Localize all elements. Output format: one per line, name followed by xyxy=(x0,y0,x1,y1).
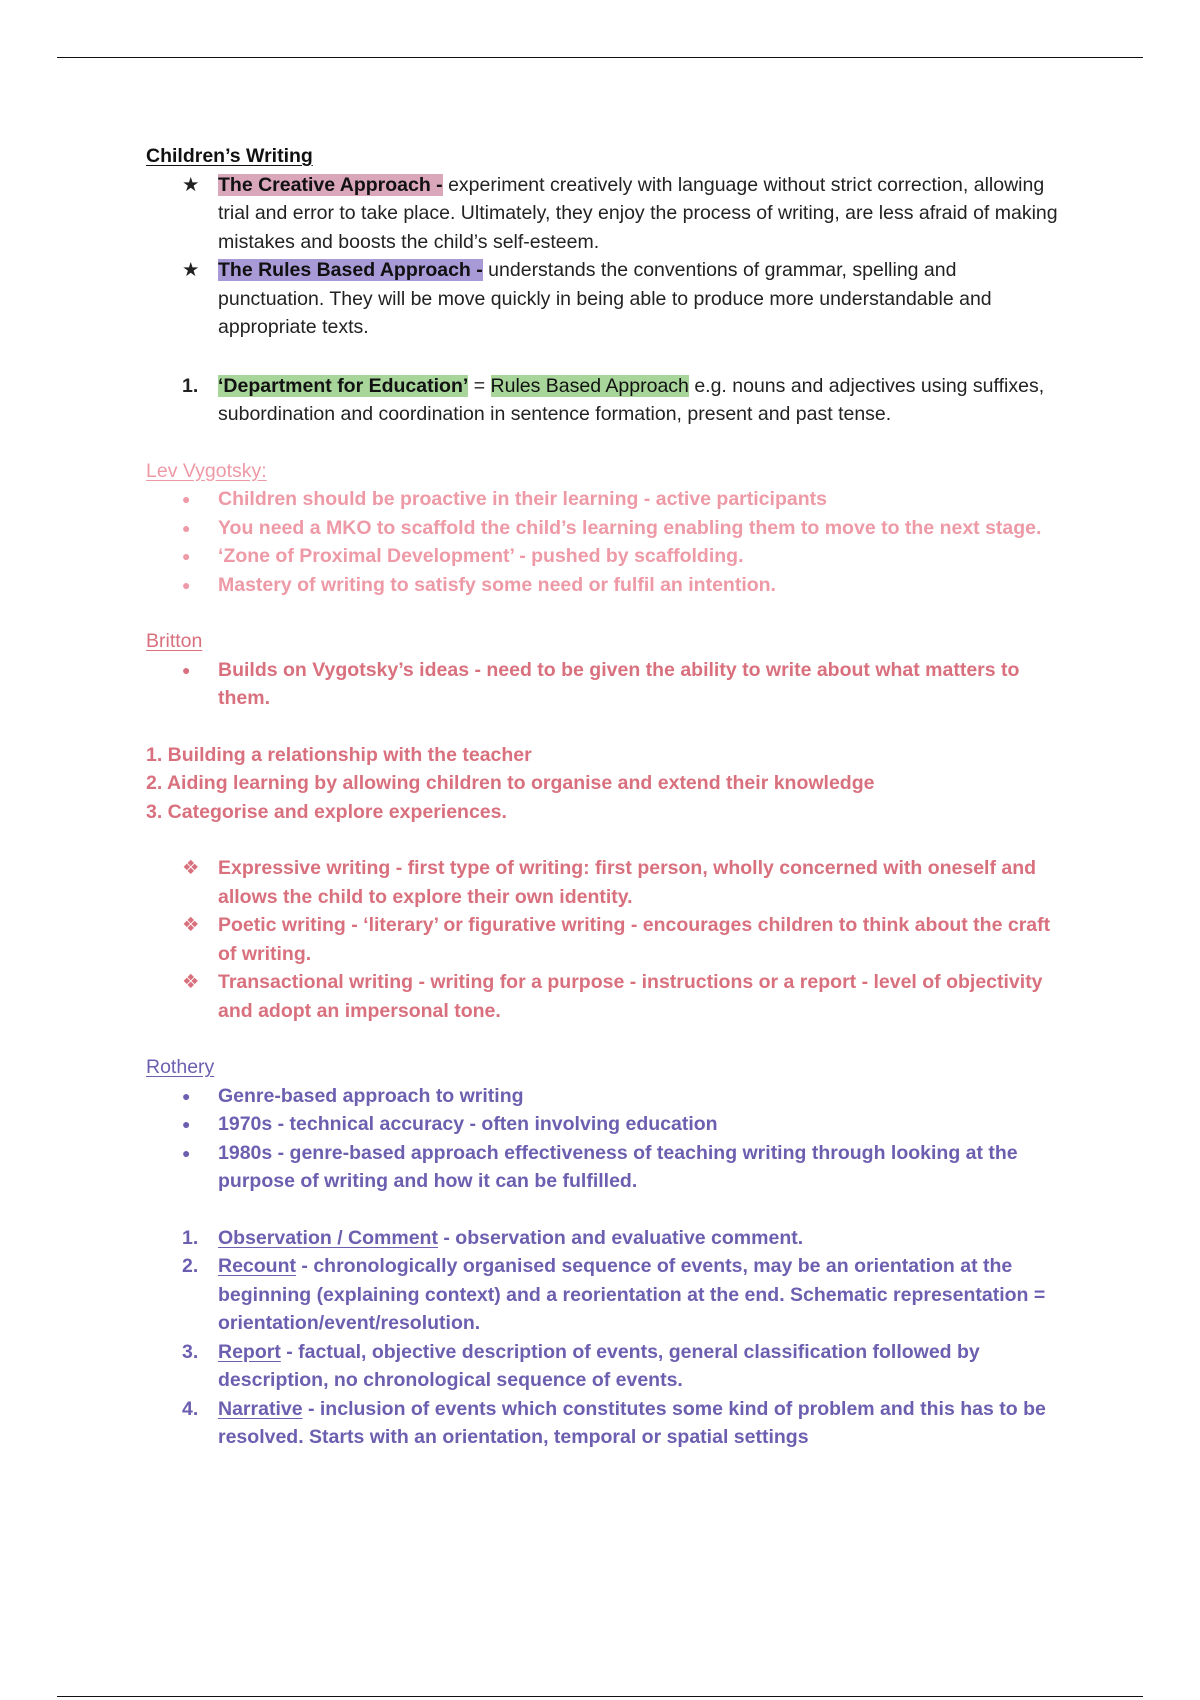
list-item: 1. Building a relationship with the teacher xyxy=(146,743,532,766)
top-rule xyxy=(57,57,1143,58)
bullet-icon: ● xyxy=(182,1116,191,1132)
diamond-bullet-icon: ❖ xyxy=(182,914,200,936)
section-heading-vygotsky: Lev Vygotsky: xyxy=(146,459,267,482)
list-item xyxy=(146,256,1066,342)
list-item: 4. Narrative - inclusion of events which constitutes some kind of problem and this has to be resolved. Starts with an orientation, temporal or spatial settings xyxy=(146,1395,1066,1452)
list-item: ● Children should be proactive in their learning - active participants xyxy=(146,485,1066,514)
vygotsky-list xyxy=(146,485,1066,599)
list-item: 3. Categorise and explore experiences. xyxy=(146,800,507,823)
diamond-bullet-icon: ❖ xyxy=(182,857,200,879)
britton-types-list xyxy=(146,854,1066,1025)
bullet-icon: ● xyxy=(182,576,191,593)
list-item xyxy=(146,171,1066,257)
bullet-icon: ● xyxy=(182,661,191,678)
dfe-text: e.g. nouns and adjectives using suffixes, subordination and coordination in sentence formation, present and past tense. xyxy=(218,374,1045,425)
bullet-icon: ● xyxy=(182,491,191,507)
section-heading-rothery: Rothery xyxy=(146,1056,215,1078)
bullet-icon: ● xyxy=(182,1144,191,1161)
document-page xyxy=(146,142,1066,1452)
list-item: ❖ Transactional writing - writing for a purpose - instructions or a report - level of objectivity and adopt an impersonal tone. xyxy=(146,968,1066,1025)
list-item: ❖ Poetic writing - ‘literary’ or figurative writing - encourages children to think about the craft of writing. xyxy=(146,911,1066,968)
britton-functions-list xyxy=(146,741,1066,827)
list-number: 1. xyxy=(182,374,199,397)
rules-approach-term: The Rules Based Approach - xyxy=(218,259,483,281)
list-number: 3. xyxy=(182,1340,199,1363)
page-title: Children’s Writing xyxy=(146,145,313,167)
bullet-icon: ● xyxy=(182,519,191,536)
list-item: ● Builds on Vygotsky’s ideas - need to be given the ability to write about what matters to them. xyxy=(146,656,1066,713)
list-item: ● You need a MKO to scaffold the child’s learning enabling them to move to the next stage. xyxy=(146,514,1066,543)
genre-term: Recount xyxy=(218,1255,296,1277)
genre-term: Narrative xyxy=(218,1397,303,1420)
creative-approach-term: The Creative Approach - xyxy=(218,173,443,196)
list-item: 1. Observation / Comment - observation and evaluative comment. xyxy=(146,1224,1066,1253)
list-item: ● Genre-based approach to writing xyxy=(146,1082,1066,1111)
star-bullet-icon: ★ xyxy=(182,173,200,196)
rules-approach-text: understands the conventions of grammar, spelling and punctuation. They will be move quickly in being able to produce more understandable and appropriate texts. xyxy=(218,259,992,338)
list-item: ❖ Expressive writing - first type of writing: first person, wholly concerned with oneself and allows the child to explore their own identity. xyxy=(146,854,1066,911)
list-item: ● ‘Zone of Proximal Development’ - pushed by scaffolding. xyxy=(146,542,1066,571)
approaches-list xyxy=(146,171,1066,342)
list-number: 1. xyxy=(182,1226,199,1249)
list-item: 2. Aiding learning by allowing children to organise and extend their knowledge xyxy=(146,772,875,794)
list-item: ● 1980s - genre-based approach effectiveness of teaching writing through looking at the purpose of writing and how it can be fulfilled. xyxy=(146,1139,1066,1196)
bottom-rule xyxy=(57,1696,1143,1697)
list-item: ● Mastery of writing to satisfy some need or fulfil an intention. xyxy=(146,571,1066,600)
dfe-item: 1. ‘Department for Education’ = Rules Based Approach e.g. nouns and adjectives using suffixes, subordination and coordination in sentence formation, present and past tense. xyxy=(146,372,1066,429)
genre-term: Report xyxy=(218,1340,281,1363)
genre-term: Observation / Comment xyxy=(218,1226,438,1249)
bullet-icon: ● xyxy=(182,548,191,564)
list-item: ● 1970s - technical accuracy - often involving education xyxy=(146,1110,1066,1139)
star-bullet-icon: ★ xyxy=(182,259,200,281)
list-number: 2. xyxy=(182,1255,199,1277)
bullet-icon: ● xyxy=(182,1087,191,1104)
creative-approach-text: experiment creatively with language without strict correction, allowing trial and error to take place. Ultimately, they enjoy the process of writing, are less afraid of making mistakes and boosts the child’s self-esteem. xyxy=(218,173,1058,253)
dfe-approach: Rules Based Approach xyxy=(490,374,689,397)
diamond-bullet-icon: ❖ xyxy=(182,971,200,993)
dfe-term: ‘Department for Education’ xyxy=(218,374,469,397)
section-heading-britton: Britton xyxy=(146,630,203,652)
rothery-list xyxy=(146,1082,1066,1196)
list-item: 2. Recount - chronologically organised sequence of events, may be an orientation at the beginning (explaining context) and a reorientation at the end. Schematic representation = orientation/event/resolution. xyxy=(146,1252,1066,1338)
list-number: 4. xyxy=(182,1397,199,1420)
rothery-genres-list xyxy=(146,1224,1066,1452)
list-item: 3. Report - factual, objective description of events, general classification followed by description, no chronological sequence of events. xyxy=(146,1338,1066,1395)
